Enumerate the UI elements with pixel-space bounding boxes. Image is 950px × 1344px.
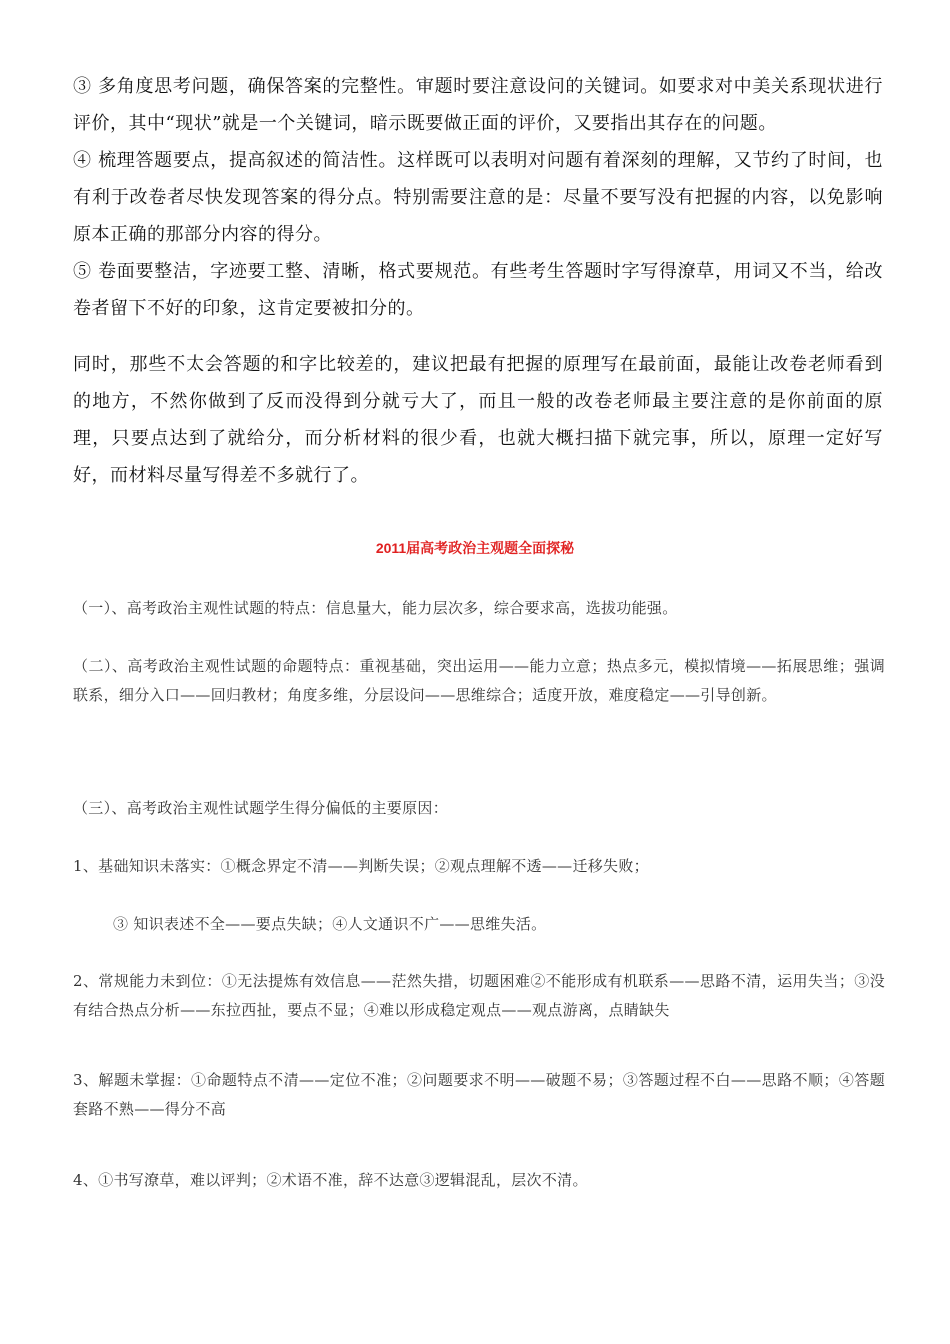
list-item-1-continued: ③ 知识表述不全——要点失缺；④人文通识不广——思维失活。 (113, 915, 547, 933)
paragraph-point-5: ⑤ 卷面要整洁，字迹要工整、清晰，格式要规范。有些考生答题时字写得潦草，用词又不当，给改卷者留下不好的印象，这肯定要被扣分的。 (73, 261, 883, 319)
section-1-text: （一）、高考政治主观性试题的特点：信息量大，能力层次多，综合要求高，选拔功能强。 (73, 599, 678, 617)
section-2-text: （二）、高考政治主观性试题的命题特点：重视基础，突出运用——能力立意；热点多元，模拟情境——拓展思维；强调联系，细分入口——回归教材；角度多维，分层设问——思维综合；适度开放，难度稳定——引导创新。 (73, 657, 885, 704)
list-item-3: 3、解题未掌握：①命题特点不清——定位不准；②问题要求不明——破题不易；③答题过程不白——思路不顺；④答题套路不熟——得分不高 (73, 1071, 885, 1118)
paragraph-point-3: ③ 多角度思考问题，确保答案的完整性。审题时要注意设问的关键词。如要求对中美关系现状进行评价，其中“现状”就是一个关键词，暗示既要做正面的评价，又要指出其存在的问题。 (73, 76, 883, 134)
paragraph-advice: 同时，那些不太会答题的和字比较差的，建议把最有把握的原理写在最前面，最能让改卷老师看到的地方，不然你做到了反而没得到分就亏大了，而且一般的改卷老师最主要注意的是你前面的原理，只要点达到了就给分，而分析材料的很少看，也就大概扫描下就完事，所以，原理一定好写好，而材料尽量写得差不多就行了。 (73, 354, 883, 486)
section-heading: 2011届高考政治主观题全面探秘 (375, 540, 575, 556)
section-3-text: （三）、高考政治主观性试题学生得分偏低的主要原因： (73, 799, 449, 817)
list-item-4: 4、①书写潦草，难以评判；②术语不准，辞不达意③逻辑混乱，层次不清。 (73, 1171, 588, 1189)
paragraph-point-4: ④ 梳理答题要点，提高叙述的简洁性。这样既可以表明对问题有着深刻的理解，又节约了时间，也有利于改卷者尽快发现答案的得分点。特别需要注意的是：尽量不要写没有把握的内容，以免影响原本正确的那部分内容的得分。 (73, 150, 883, 245)
list-item-2: 2、常规能力未到位：①无法提炼有效信息——茫然失措，切题困难②不能形成有机联系——思路不清，运用失当；③没有结合热点分析——东拉西扯，要点不显；④难以形成稳定观点——观点游离，点睛缺失 (73, 972, 885, 1019)
list-item-1: 1、基础知识未落实：①概念界定不清——判断失误；②观点理解不透——迁移失败； (73, 857, 649, 875)
